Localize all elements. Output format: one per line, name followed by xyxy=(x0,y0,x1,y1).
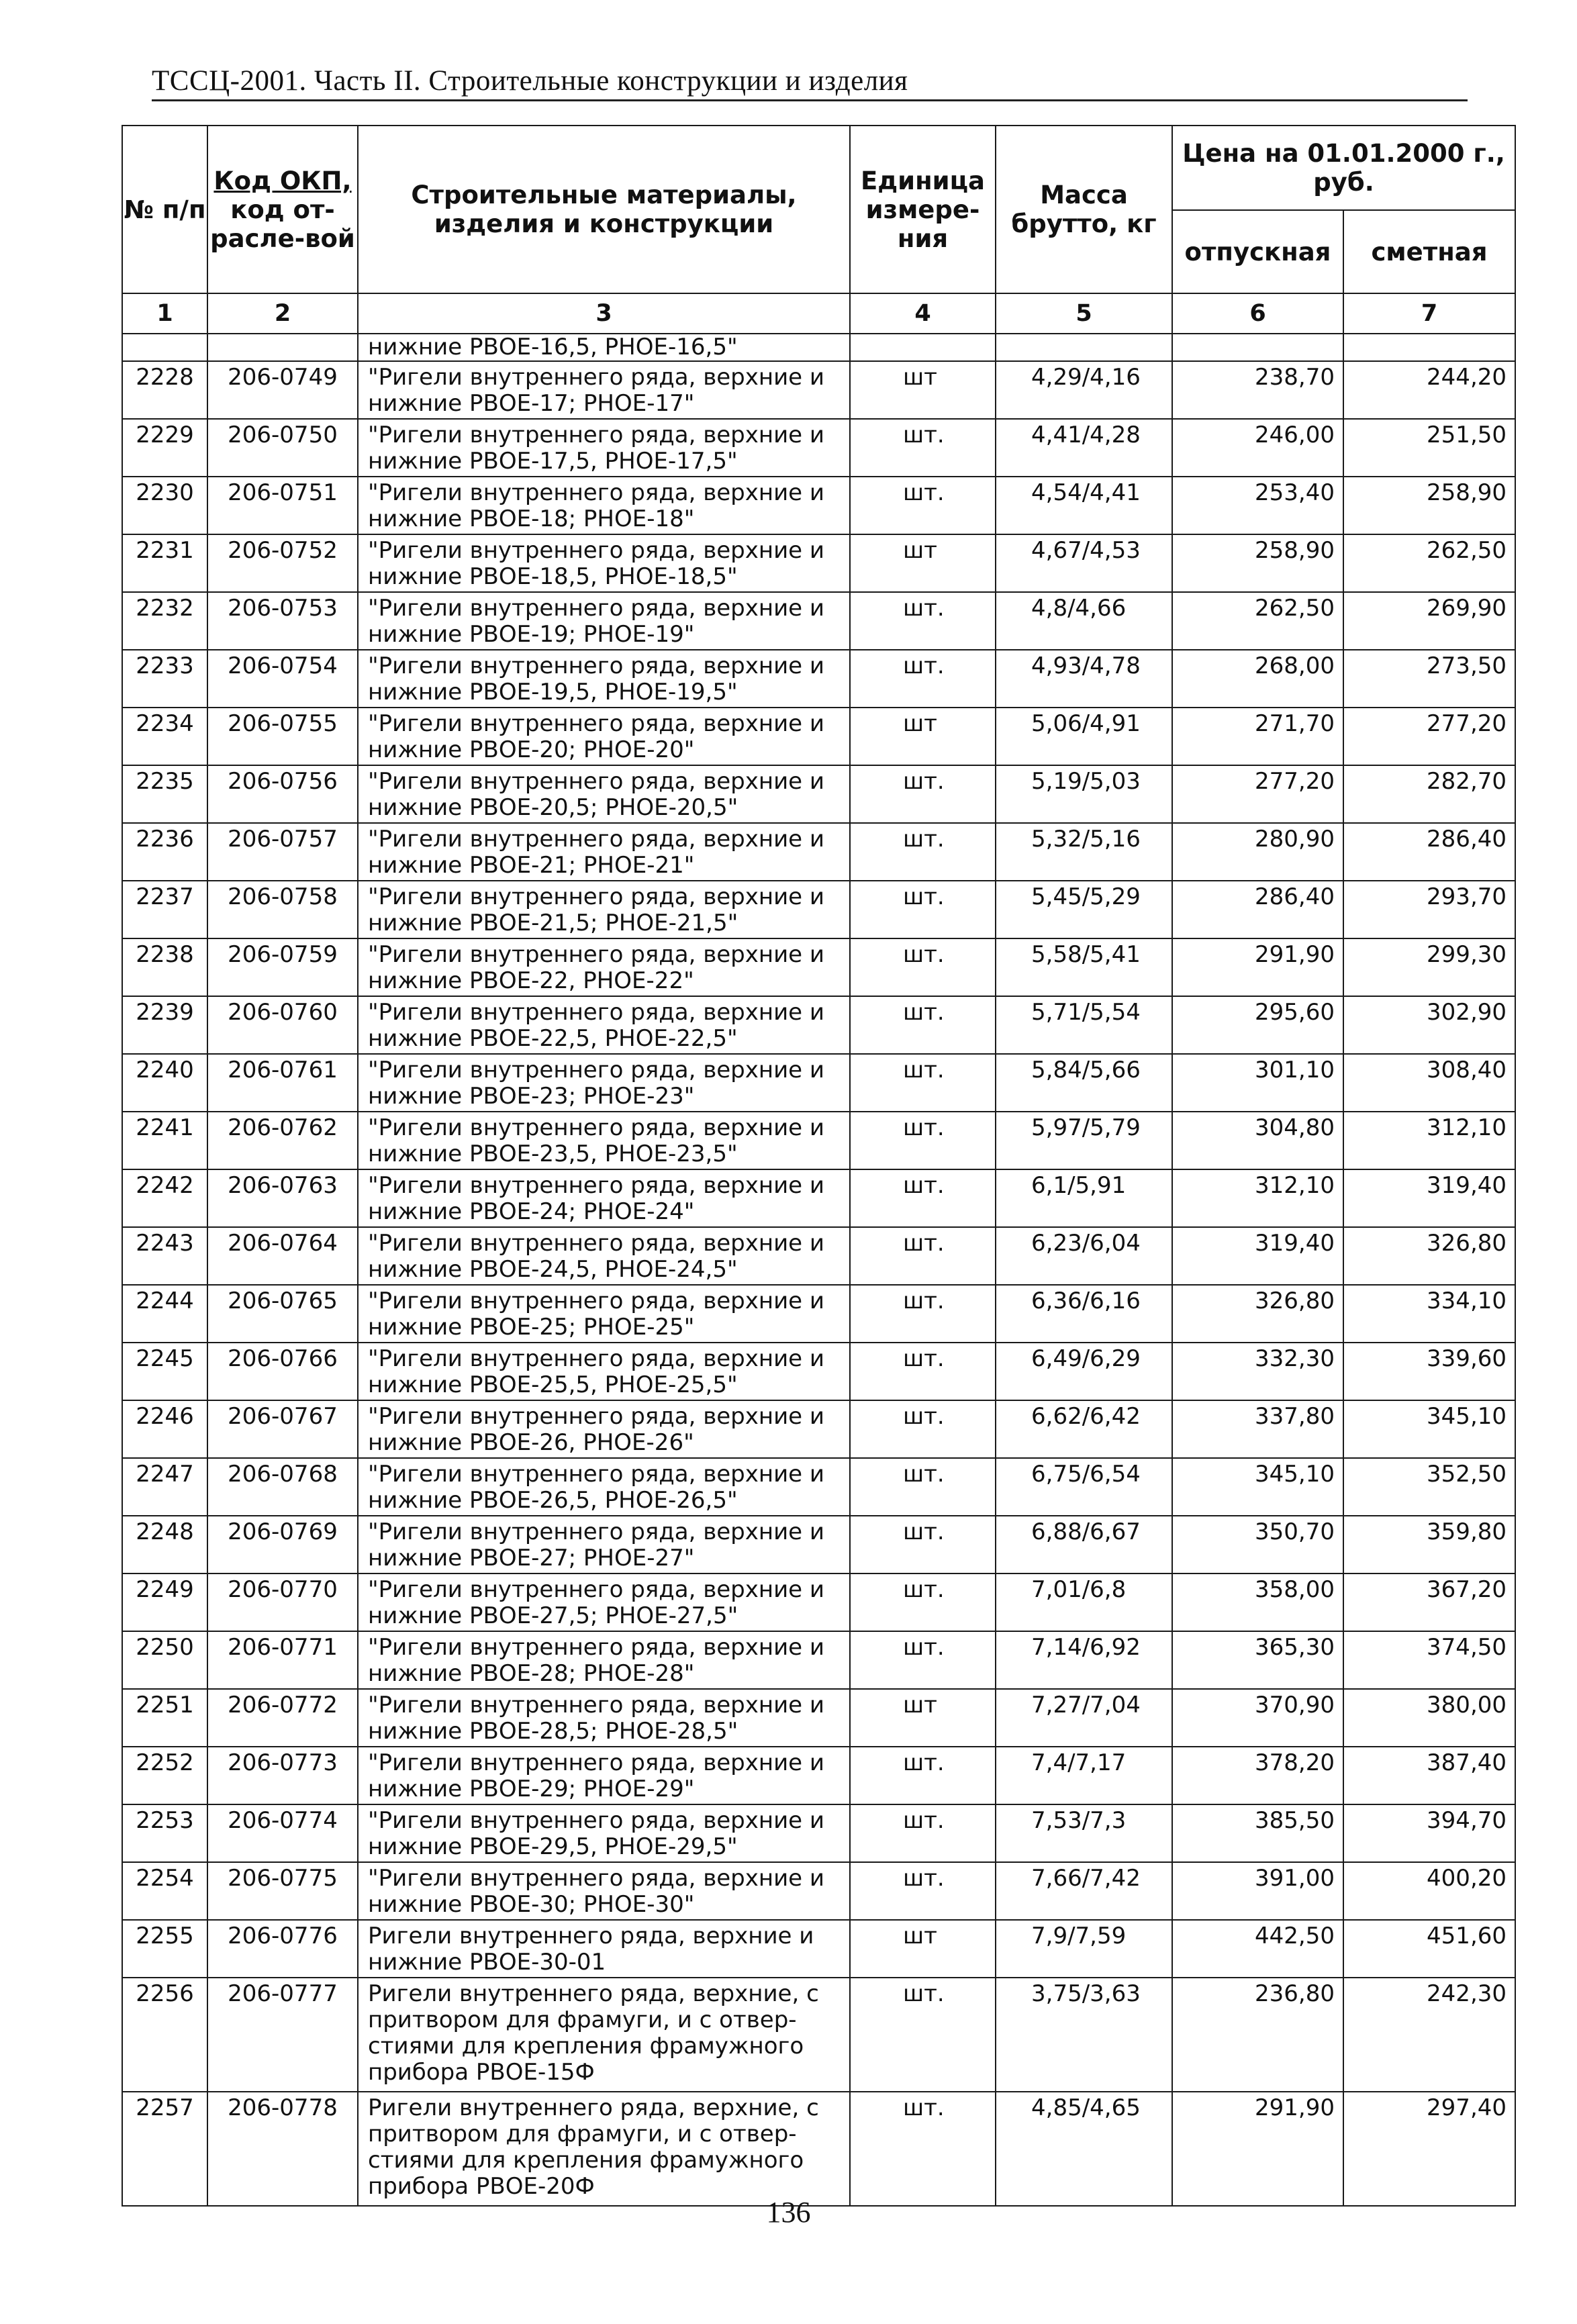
cell-unit: шт. xyxy=(850,1343,996,1400)
header-code-title: Код ОКП, xyxy=(213,166,352,195)
cell-code: 206-0769 xyxy=(207,1516,358,1573)
cell-mass: 5,19/5,03 xyxy=(996,765,1172,823)
cell-name: Ригели внутреннего ряда, верхние и нижние РВОЕ-30-01 xyxy=(358,1920,850,1978)
cell-price-release: 291,90 xyxy=(1172,938,1343,996)
cell-price-release: 253,40 xyxy=(1172,477,1343,534)
cell-code: 206-0764 xyxy=(207,1227,358,1285)
cell-no: 2244 xyxy=(122,1285,207,1343)
cell-name: "Ригели внутреннего ряда, верхние и нижние РВОЕ-26,5, РНОЕ-26,5" xyxy=(358,1458,850,1516)
table-body xyxy=(122,334,1515,2206)
column-number: 2 xyxy=(207,293,358,334)
cell-price-release: 319,40 xyxy=(1172,1227,1343,1285)
cell-mass: 7,4/7,17 xyxy=(996,1747,1172,1804)
cell-unit: шт. xyxy=(850,419,996,477)
cell-name: "Ригели внутреннего ряда, верхние и нижние РВОЕ-29,5, РНОЕ-29,5" xyxy=(358,1804,850,1862)
cell-name: "Ригели внутреннего ряда, верхние и нижние РВОЕ-18,5, РНОЕ-18,5" xyxy=(358,534,850,592)
cell-no: 2232 xyxy=(122,592,207,650)
cell-name: "Ригели внутреннего ряда, верхние и нижние РВОЕ-29; РНОЕ-29" xyxy=(358,1747,850,1804)
header-no: № п/п xyxy=(122,126,207,293)
table-row xyxy=(122,1804,1515,1862)
cell-price-release: 246,00 xyxy=(1172,419,1343,477)
cell-price-estimate: 394,70 xyxy=(1343,1804,1515,1862)
cell-price-estimate: 345,10 xyxy=(1343,1400,1515,1458)
cell-mass: 6,36/6,16 xyxy=(996,1285,1172,1343)
cell-code: 206-0750 xyxy=(207,419,358,477)
cell-name: "Ригели внутреннего ряда, верхние и нижние РВОЕ-24,5, РНОЕ-24,5" xyxy=(358,1227,850,1285)
cell-unit: шт. xyxy=(850,881,996,938)
cell-empty xyxy=(122,334,207,361)
cell-unit: шт. xyxy=(850,1804,996,1862)
cell-no: 2254 xyxy=(122,1862,207,1920)
header-unit: Единица измере-ния xyxy=(850,126,996,293)
header-name: Строительные материалы, изделия и конструкции xyxy=(358,126,850,293)
table-row xyxy=(122,1227,1515,1285)
table-header xyxy=(122,126,1515,334)
table-row xyxy=(122,534,1515,592)
cell-no: 2242 xyxy=(122,1169,207,1227)
cell-price-estimate: 451,60 xyxy=(1343,1920,1515,1978)
table-row xyxy=(122,1343,1515,1400)
cell-name: "Ригели внутреннего ряда, верхние и нижние РВОЕ-23; РНОЕ-23" xyxy=(358,1054,850,1112)
cell-no: 2234 xyxy=(122,708,207,765)
cell-price-estimate: 286,40 xyxy=(1343,823,1515,881)
cell-no: 2245 xyxy=(122,1343,207,1400)
cell-name: "Ригели внутреннего ряда, верхние и нижние РВОЕ-22, РНОЕ-22" xyxy=(358,938,850,996)
header-rule xyxy=(152,99,1468,101)
cell-price-release: 271,70 xyxy=(1172,708,1343,765)
cell-price-estimate: 387,40 xyxy=(1343,1747,1515,1804)
cell-code: 206-0777 xyxy=(207,1978,358,2092)
cell-price-estimate: 297,40 xyxy=(1343,2092,1515,2206)
cell-price-release: 358,00 xyxy=(1172,1573,1343,1631)
cell-empty xyxy=(996,334,1172,361)
cell-unit: шт. xyxy=(850,592,996,650)
cell-unit: шт. xyxy=(850,650,996,708)
cell-code: 206-0772 xyxy=(207,1689,358,1747)
cell-mass: 6,23/6,04 xyxy=(996,1227,1172,1285)
cell-price-release: 268,00 xyxy=(1172,650,1343,708)
cell-no: 2249 xyxy=(122,1573,207,1631)
table-row xyxy=(122,1169,1515,1227)
cell-code: 206-0755 xyxy=(207,708,358,765)
table-row xyxy=(122,1573,1515,1631)
cell-no: 2252 xyxy=(122,1747,207,1804)
cell-price-release: 337,80 xyxy=(1172,1400,1343,1458)
cell-no: 2248 xyxy=(122,1516,207,1573)
cell-code: 206-0776 xyxy=(207,1920,358,1978)
table-row xyxy=(122,823,1515,881)
cell-unit: шт. xyxy=(850,1169,996,1227)
cell-unit: шт xyxy=(850,361,996,419)
column-number: 6 xyxy=(1172,293,1343,334)
cell-price-release: 258,90 xyxy=(1172,534,1343,592)
cell-unit: шт xyxy=(850,534,996,592)
cell-price-estimate: 282,70 xyxy=(1343,765,1515,823)
cell-code: 206-0763 xyxy=(207,1169,358,1227)
table-row xyxy=(122,1458,1515,1516)
cell-mass: 5,32/5,16 xyxy=(996,823,1172,881)
cell-code: 206-0765 xyxy=(207,1285,358,1343)
cell-price-release: 442,50 xyxy=(1172,1920,1343,1978)
cell-name: "Ригели внутреннего ряда, верхние и нижние РВОЕ-21,5; РНОЕ-21,5" xyxy=(358,881,850,938)
cell-no: 2253 xyxy=(122,1804,207,1862)
table-row xyxy=(122,477,1515,534)
cell-price-estimate: 277,20 xyxy=(1343,708,1515,765)
cell-name: "Ригели внутреннего ряда, верхние и нижние РВОЕ-19,5, РНОЕ-19,5" xyxy=(358,650,850,708)
header-price-release: отпускная xyxy=(1172,210,1343,293)
table-row xyxy=(122,1862,1515,1920)
cell-mass: 6,49/6,29 xyxy=(996,1343,1172,1400)
cell-name: "Ригели внутреннего ряда, верхние и нижние РВОЕ-30; РНОЕ-30" xyxy=(358,1862,850,1920)
cell-mass: 7,9/7,59 xyxy=(996,1920,1172,1978)
cell-price-release: 332,30 xyxy=(1172,1343,1343,1400)
cell-price-release: 385,50 xyxy=(1172,1804,1343,1862)
cell-price-release: 295,60 xyxy=(1172,996,1343,1054)
table-row xyxy=(122,765,1515,823)
cell-mass: 4,54/4,41 xyxy=(996,477,1172,534)
continuation-row xyxy=(122,334,1515,361)
cell-unit: шт. xyxy=(850,2092,996,2206)
cell-code: 206-0753 xyxy=(207,592,358,650)
cell-no: 2240 xyxy=(122,1054,207,1112)
cell-mass: 7,14/6,92 xyxy=(996,1631,1172,1689)
cell-unit: шт. xyxy=(850,1285,996,1343)
cell-empty xyxy=(850,334,996,361)
cell-price-release: 370,90 xyxy=(1172,1689,1343,1747)
column-number: 5 xyxy=(996,293,1172,334)
cell-mass: 5,06/4,91 xyxy=(996,708,1172,765)
cell-unit: шт. xyxy=(850,1112,996,1169)
cell-code: 206-0761 xyxy=(207,1054,358,1112)
table-row xyxy=(122,2092,1515,2206)
page-number: 136 xyxy=(766,2196,811,2229)
cell-price-estimate: 374,50 xyxy=(1343,1631,1515,1689)
header-price-estimate: сметная xyxy=(1343,210,1515,293)
cell-mass: 7,53/7,3 xyxy=(996,1804,1172,1862)
column-number: 7 xyxy=(1343,293,1515,334)
continuation-text: нижние РВОЕ-16,5, РНОЕ-16,5" xyxy=(358,334,850,361)
table-row xyxy=(122,996,1515,1054)
cell-unit: шт. xyxy=(850,1631,996,1689)
cell-mass: 6,88/6,67 xyxy=(996,1516,1172,1573)
cell-unit: шт. xyxy=(850,1458,996,1516)
cell-name: "Ригели внутреннего ряда, верхние и нижние РВОЕ-19; РНОЕ-19" xyxy=(358,592,850,650)
cell-mass: 3,75/3,63 xyxy=(996,1978,1172,2092)
cell-price-estimate: 308,40 xyxy=(1343,1054,1515,1112)
cell-name: "Ригели внутреннего ряда, верхние и нижние РВОЕ-26, РНОЕ-26" xyxy=(358,1400,850,1458)
price-table xyxy=(122,125,1516,2207)
cell-price-estimate: 312,10 xyxy=(1343,1112,1515,1169)
cell-code: 206-0773 xyxy=(207,1747,358,1804)
cell-price-estimate: 262,50 xyxy=(1343,534,1515,592)
cell-code: 206-0770 xyxy=(207,1573,358,1631)
cell-name: "Ригели внутреннего ряда, верхние и нижние РВОЕ-28; РНОЕ-28" xyxy=(358,1631,850,1689)
cell-price-estimate: 319,40 xyxy=(1343,1169,1515,1227)
cell-price-estimate: 242,30 xyxy=(1343,1978,1515,2092)
cell-price-estimate: 251,50 xyxy=(1343,419,1515,477)
cell-no: 2243 xyxy=(122,1227,207,1285)
cell-name: "Ригели внутреннего ряда, верхние и нижние РВОЕ-24; РНОЕ-24" xyxy=(358,1169,850,1227)
cell-code: 206-0760 xyxy=(207,996,358,1054)
cell-no: 2246 xyxy=(122,1400,207,1458)
cell-price-release: 280,90 xyxy=(1172,823,1343,881)
table-row xyxy=(122,881,1515,938)
cell-mass: 5,71/5,54 xyxy=(996,996,1172,1054)
cell-unit: шт. xyxy=(850,938,996,996)
cell-mass: 5,45/5,29 xyxy=(996,881,1172,938)
cell-name: "Ригели внутреннего ряда, верхние и нижние РВОЕ-20,5; РНОЕ-20,5" xyxy=(358,765,850,823)
cell-price-estimate: 258,90 xyxy=(1343,477,1515,534)
cell-price-estimate: 269,90 xyxy=(1343,592,1515,650)
cell-mass: 5,84/5,66 xyxy=(996,1054,1172,1112)
cell-unit: шт. xyxy=(850,1054,996,1112)
cell-unit: шт xyxy=(850,1689,996,1747)
cell-name: "Ригели внутреннего ряда, верхние и нижние РВОЕ-17; РНОЕ-17" xyxy=(358,361,850,419)
cell-price-estimate: 367,20 xyxy=(1343,1573,1515,1631)
table-row xyxy=(122,1400,1515,1458)
cell-no: 2236 xyxy=(122,823,207,881)
table-row xyxy=(122,1920,1515,1978)
cell-price-estimate: 302,90 xyxy=(1343,996,1515,1054)
cell-no: 2233 xyxy=(122,650,207,708)
cell-name: "Ригели внутреннего ряда, верхние и нижние РВОЕ-18; РНОЕ-18" xyxy=(358,477,850,534)
cell-mass: 6,62/6,42 xyxy=(996,1400,1172,1458)
cell-code: 206-0756 xyxy=(207,765,358,823)
table-row xyxy=(122,1631,1515,1689)
table-row xyxy=(122,361,1515,419)
cell-no: 2231 xyxy=(122,534,207,592)
cell-no: 2229 xyxy=(122,419,207,477)
cell-price-estimate: 334,10 xyxy=(1343,1285,1515,1343)
cell-price-release: 365,30 xyxy=(1172,1631,1343,1689)
cell-mass: 6,1/5,91 xyxy=(996,1169,1172,1227)
column-number: 3 xyxy=(358,293,850,334)
cell-unit: шт. xyxy=(850,477,996,534)
cell-code: 206-0752 xyxy=(207,534,358,592)
cell-mass: 7,66/7,42 xyxy=(996,1862,1172,1920)
cell-no: 2238 xyxy=(122,938,207,996)
cell-code: 206-0778 xyxy=(207,2092,358,2206)
cell-unit: шт. xyxy=(850,1227,996,1285)
cell-code: 206-0757 xyxy=(207,823,358,881)
cell-code: 206-0767 xyxy=(207,1400,358,1458)
cell-code: 206-0754 xyxy=(207,650,358,708)
cell-price-release: 350,70 xyxy=(1172,1516,1343,1573)
cell-name: "Ригели внутреннего ряда, верхние и нижние РВОЕ-25,5, РНОЕ-25,5" xyxy=(358,1343,850,1400)
cell-mass: 6,75/6,54 xyxy=(996,1458,1172,1516)
cell-price-release: 291,90 xyxy=(1172,2092,1343,2206)
header-code xyxy=(207,126,358,293)
cell-price-release: 378,20 xyxy=(1172,1747,1343,1804)
cell-price-release: 312,10 xyxy=(1172,1169,1343,1227)
cell-code: 206-0768 xyxy=(207,1458,358,1516)
cell-empty xyxy=(1343,334,1515,361)
cell-price-release: 345,10 xyxy=(1172,1458,1343,1516)
cell-no: 2239 xyxy=(122,996,207,1054)
cell-no: 2237 xyxy=(122,881,207,938)
cell-mass: 4,29/4,16 xyxy=(996,361,1172,419)
cell-price-estimate: 380,00 xyxy=(1343,1689,1515,1747)
cell-unit: шт. xyxy=(850,1862,996,1920)
cell-price-estimate: 352,50 xyxy=(1343,1458,1515,1516)
cell-no: 2241 xyxy=(122,1112,207,1169)
column-number: 1 xyxy=(122,293,207,334)
cell-name: "Ригели внутреннего ряда, верхние и нижние РВОЕ-21; РНОЕ-21" xyxy=(358,823,850,881)
cell-unit: шт. xyxy=(850,1978,996,2092)
cell-no: 2255 xyxy=(122,1920,207,1978)
cell-code: 206-0774 xyxy=(207,1804,358,1862)
table-row xyxy=(122,1689,1515,1747)
cell-mass: 7,27/7,04 xyxy=(996,1689,1172,1747)
cell-name: "Ригели внутреннего ряда, верхние и нижние РВОЕ-17,5, РНОЕ-17,5" xyxy=(358,419,850,477)
running-head: ТССЦ-2001. Часть II. Строительные конструкции и изделия xyxy=(152,65,908,97)
table-row xyxy=(122,419,1515,477)
cell-code: 206-0749 xyxy=(207,361,358,419)
cell-price-estimate: 293,70 xyxy=(1343,881,1515,938)
cell-price-estimate: 299,30 xyxy=(1343,938,1515,996)
cell-price-estimate: 400,20 xyxy=(1343,1862,1515,1920)
cell-no: 2257 xyxy=(122,2092,207,2206)
cell-unit: шт xyxy=(850,1920,996,1978)
cell-price-release: 286,40 xyxy=(1172,881,1343,938)
cell-no: 2251 xyxy=(122,1689,207,1747)
cell-price-release: 326,80 xyxy=(1172,1285,1343,1343)
table-row xyxy=(122,1978,1515,2092)
table-row xyxy=(122,938,1515,996)
cell-price-estimate: 339,60 xyxy=(1343,1343,1515,1400)
column-number: 4 xyxy=(850,293,996,334)
table-row xyxy=(122,708,1515,765)
cell-mass: 5,97/5,79 xyxy=(996,1112,1172,1169)
cell-code: 206-0766 xyxy=(207,1343,358,1400)
cell-no: 2250 xyxy=(122,1631,207,1689)
cell-code: 206-0771 xyxy=(207,1631,358,1689)
cell-price-estimate: 326,80 xyxy=(1343,1227,1515,1285)
cell-empty xyxy=(1172,334,1343,361)
cell-code: 206-0759 xyxy=(207,938,358,996)
cell-unit: шт. xyxy=(850,1573,996,1631)
cell-mass: 4,67/4,53 xyxy=(996,534,1172,592)
cell-name: "Ригели внутреннего ряда, верхние и нижние РВОЕ-27,5; РНОЕ-27,5" xyxy=(358,1573,850,1631)
cell-price-estimate: 273,50 xyxy=(1343,650,1515,708)
cell-unit: шт. xyxy=(850,1747,996,1804)
cell-mass: 4,8/4,66 xyxy=(996,592,1172,650)
cell-name: "Ригели внутреннего ряда, верхние и нижние РВОЕ-23,5, РНОЕ-23,5" xyxy=(358,1112,850,1169)
table-row xyxy=(122,592,1515,650)
table-row xyxy=(122,1054,1515,1112)
cell-code: 206-0751 xyxy=(207,477,358,534)
cell-unit: шт. xyxy=(850,1516,996,1573)
table-row xyxy=(122,1747,1515,1804)
header-price-group: Цена на 01.01.2000 г., руб. xyxy=(1172,126,1515,210)
cell-name: "Ригели внутреннего ряда, верхние и нижние РВОЕ-28,5; РНОЕ-28,5" xyxy=(358,1689,850,1747)
cell-price-release: 238,70 xyxy=(1172,361,1343,419)
cell-mass: 7,01/6,8 xyxy=(996,1573,1172,1631)
table-row xyxy=(122,650,1515,708)
cell-name: Ригели внутреннего ряда, верхние, с притвором для фрамуги, и с отвер-стиями для крепления фрамужного прибора РВОЕ-20Ф xyxy=(358,2092,850,2206)
cell-name: "Ригели внутреннего ряда, верхние и нижние РВОЕ-27; РНОЕ-27" xyxy=(358,1516,850,1573)
cell-unit: шт. xyxy=(850,765,996,823)
cell-code: 206-0775 xyxy=(207,1862,358,1920)
cell-no: 2247 xyxy=(122,1458,207,1516)
cell-unit: шт xyxy=(850,708,996,765)
cell-price-release: 301,10 xyxy=(1172,1054,1343,1112)
cell-name: "Ригели внутреннего ряда, верхние и нижние РВОЕ-20; РНОЕ-20" xyxy=(358,708,850,765)
cell-unit: шт. xyxy=(850,823,996,881)
cell-code: 206-0762 xyxy=(207,1112,358,1169)
cell-price-estimate: 244,20 xyxy=(1343,361,1515,419)
cell-price-release: 262,50 xyxy=(1172,592,1343,650)
cell-price-release: 277,20 xyxy=(1172,765,1343,823)
cell-no: 2230 xyxy=(122,477,207,534)
cell-price-release: 391,00 xyxy=(1172,1862,1343,1920)
cell-mass: 4,93/4,78 xyxy=(996,650,1172,708)
cell-mass: 4,41/4,28 xyxy=(996,419,1172,477)
cell-name: "Ригели внутреннего ряда, верхние и нижние РВОЕ-25; РНОЕ-25" xyxy=(358,1285,850,1343)
cell-code: 206-0758 xyxy=(207,881,358,938)
cell-empty xyxy=(207,334,358,361)
cell-price-release: 304,80 xyxy=(1172,1112,1343,1169)
cell-mass: 4,85/4,65 xyxy=(996,2092,1172,2206)
cell-price-release: 236,80 xyxy=(1172,1978,1343,2092)
header-code-sub: код от-расле-вой xyxy=(210,195,355,253)
cell-unit: шт. xyxy=(850,1400,996,1458)
cell-no: 2256 xyxy=(122,1978,207,2092)
cell-mass: 5,58/5,41 xyxy=(996,938,1172,996)
cell-no: 2228 xyxy=(122,361,207,419)
column-number-row xyxy=(122,293,1515,334)
header-mass: Масса брутто, кг xyxy=(996,126,1172,293)
cell-no: 2235 xyxy=(122,765,207,823)
table-row xyxy=(122,1516,1515,1573)
cell-name: Ригели внутреннего ряда, верхние, с притвором для фрамуги, и с отвер-стиями для крепления фрамужного прибора РВОЕ-15Ф xyxy=(358,1978,850,2092)
table-row xyxy=(122,1285,1515,1343)
cell-price-estimate: 359,80 xyxy=(1343,1516,1515,1573)
cell-unit: шт. xyxy=(850,996,996,1054)
table-row xyxy=(122,1112,1515,1169)
cell-name: "Ригели внутреннего ряда, верхние и нижние РВОЕ-22,5, РНОЕ-22,5" xyxy=(358,996,850,1054)
